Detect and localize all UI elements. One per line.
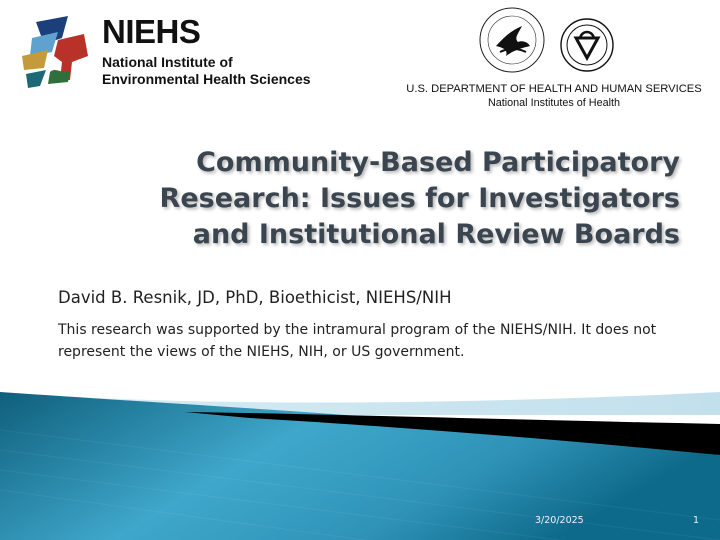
nih-agency-label: National Institutes of Health bbox=[487, 97, 621, 109]
niehs-name-line2: Environmental Health Sciences bbox=[102, 71, 311, 87]
footer-date: 3/20/2025 bbox=[535, 515, 584, 526]
funding-disclaimer: This research was supported by the intramural program of the NIEHS/NIH. It does not represent the views of the NIEHS, NIH, or US government. bbox=[58, 322, 657, 360]
nih-seal-icon bbox=[542, 0, 632, 90]
niehs-name-line1: National Institute of bbox=[102, 54, 233, 70]
title-line-3: and Institutional Review Boards bbox=[192, 219, 680, 250]
title-line-2: Research: Issues for Investigators bbox=[159, 183, 680, 214]
niehs-logo bbox=[22, 14, 322, 94]
title-line-1: Community-Based Participatory bbox=[196, 147, 680, 178]
author-line: David B. Resnik, JD, PhD, Bioethicist, NIEHS/NIH bbox=[58, 288, 452, 307]
niehs-wordmark: NIEHS bbox=[102, 13, 201, 50]
hhs-seal-icon bbox=[478, 6, 546, 74]
slide-title bbox=[40, 145, 680, 253]
niehs-emblem-icon bbox=[22, 16, 94, 88]
slide-number: 1 bbox=[693, 515, 700, 526]
hhs-department-label: U.S. DEPARTMENT OF HEALTH AND HUMAN SERVICES bbox=[406, 83, 702, 95]
